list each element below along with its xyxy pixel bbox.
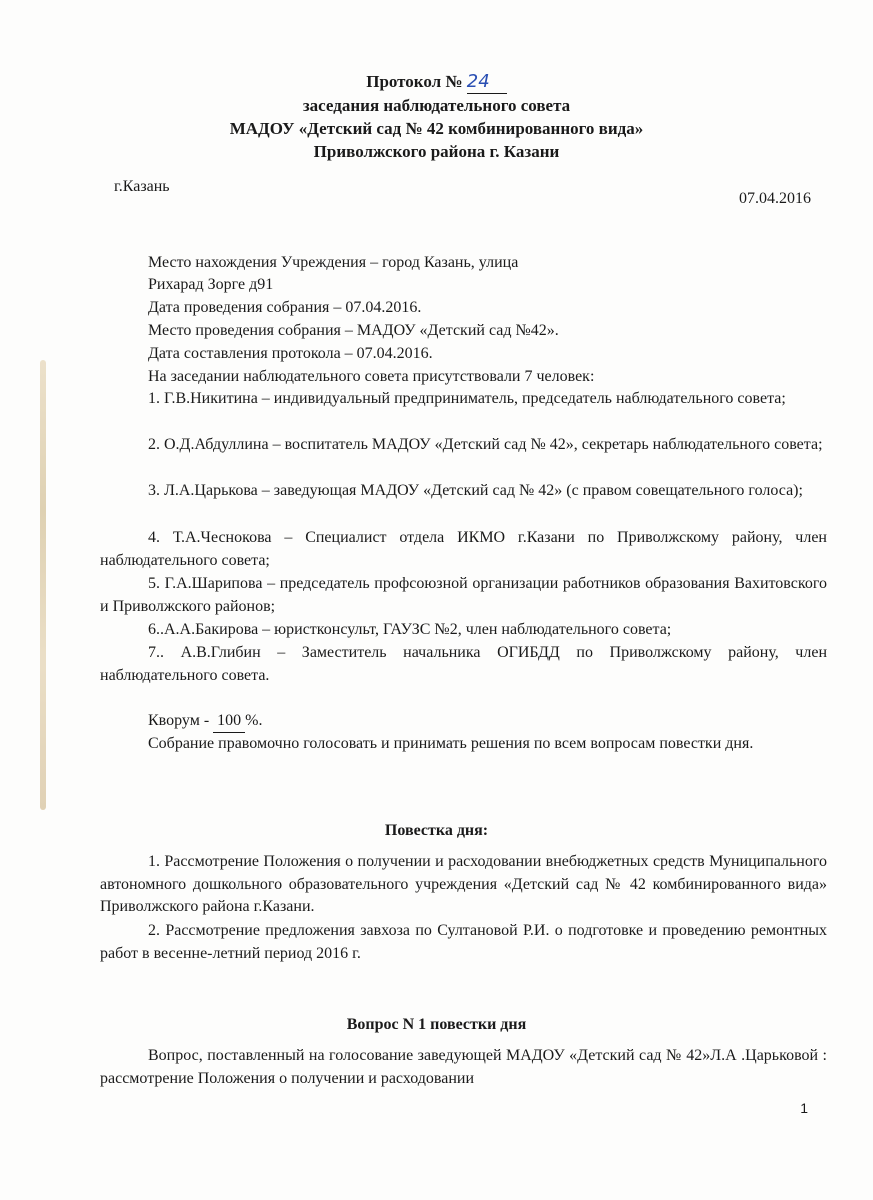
agenda-item-2: 2. Рассмотрение предложения завхоза по Султановой Р.И. о подготовке и проведению ремонтных работ в весенне-летний период 2016 г. [100, 922, 827, 962]
meeting-place: Место проведения собрания – МАДОУ «Детский сад №42». [148, 322, 559, 339]
quorum: Кворум - 100 %. [148, 710, 262, 733]
member-3: 3. Л.А.Царькова – заведующая МАДОУ «Детский сад № 42» (с правом совещательного голоса); [148, 482, 803, 499]
member-1: 1. Г.В.Никитина – индивидуальный предприниматель, председатель наблюдательного совета; [148, 390, 786, 407]
member-2: 2. О.Д.Абдуллина – воспитатель МАДОУ «Детский сад № 42», секретарь наблюдательного совета; [148, 436, 823, 453]
member-5: 5. Г.А.Шарипова – председатель профсоюзной организации работников образования Вахитовского и Приволжского районов; [100, 575, 827, 615]
agenda-title: Повестка дня: [384, 822, 489, 839]
member-6: 6..А.А.Бакирова – юристконсульт, ГАУЗС №2, член наблюдательного совета; [148, 621, 672, 638]
page-number: 1 [800, 1100, 808, 1116]
title-line-4: Приволжского района г. Казани [313, 142, 560, 161]
protocol-date: Дата составления протокола – 07.04.2016. [148, 345, 433, 362]
meeting-date: Дата проведения собрания – 07.04.2016. [148, 299, 422, 316]
member-7: 7.. А.В.Глибин – Заместитель начальника ОГИБДД по Приволжскому району, член наблюдательного совета. [100, 644, 827, 684]
agenda-item-1: 1. Рассмотрение Положения о получении и расходовании внебюджетных средств Муниципального автономного дошкольного образовательного учреждения «Детский сад № 42 комбинированного вида» Приволжского района г.Казани. [100, 853, 827, 915]
protocol-number: 24 [467, 70, 507, 94]
attendance: На заседании наблюдательного совета присутствовали 7 человек: [148, 368, 595, 385]
city: г.Казань [114, 178, 170, 195]
validity-statement: Собрание правомочно голосовать и принимать решения по всем вопросам повестки дня. [148, 735, 754, 752]
document-date: 07.04.2016 [739, 190, 811, 207]
binding-thread [40, 360, 46, 810]
member-4: 4. Т.А.Чеснокова – Специалист отдела ИКМО г.Казани по Приволжскому району, член наблюдательного совета; [100, 529, 827, 569]
location-line-2: Рихарад Зорге д91 [148, 276, 274, 293]
title-line-2: заседания наблюдательного совета [302, 96, 571, 115]
protocol-title: Протокол № 24 [0, 70, 873, 94]
title-line-3: МАДОУ «Детский сад № 42 комбинированного вида» [229, 119, 644, 138]
question-1-title: Вопрос N 1 повестки дня [346, 1016, 527, 1033]
question-1-text: Вопрос, поставленный на голосование заведующей МАДОУ «Детский сад № 42»Л.А .Царьковой : рассмотрение Положения о получении и расходовании [100, 1047, 827, 1087]
location-line-1: Место нахождения Учреждения – город Казань, улица [148, 254, 519, 271]
quorum-value: 100 [213, 710, 245, 733]
